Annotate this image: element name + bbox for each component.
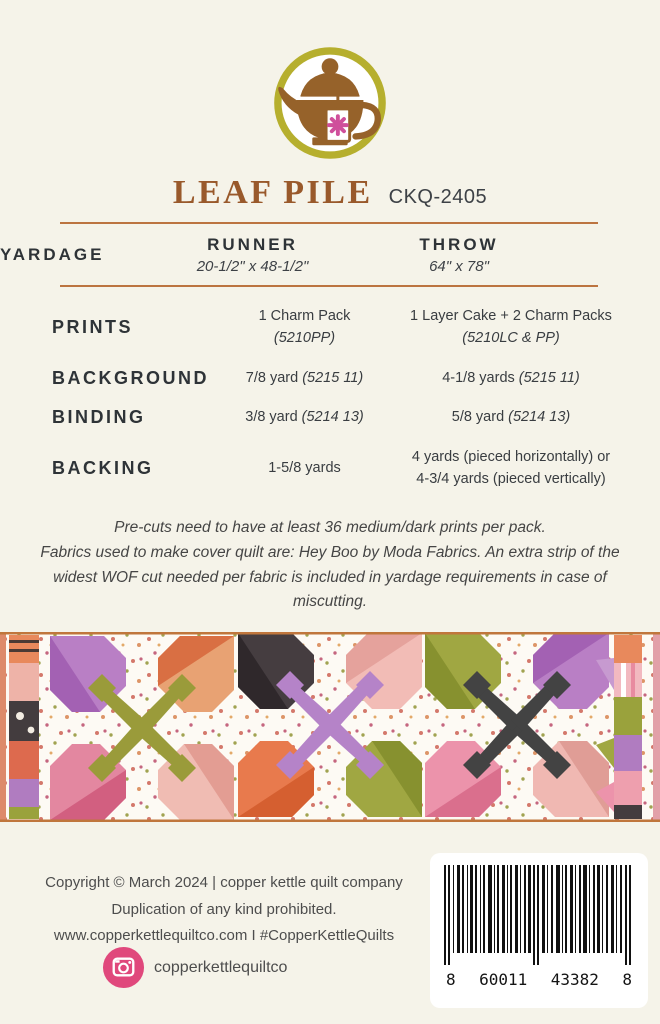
table-row-background: BACKGROUND 7/8 yard (5215 11) 4-1/8 yards (5215 11) bbox=[0, 367, 660, 389]
barcode-digits: 8 60011 43382 8 bbox=[446, 970, 632, 989]
table-row-backing: BACKING 1-5/8 yards 4 yards (pieced horizontally) or 4-3/4 yards (pieced vertically) bbox=[0, 446, 660, 491]
instagram-icon bbox=[102, 946, 145, 989]
table-row-binding: BINDING 3/8 yard (5214 13) 5/8 yard (5214 13) bbox=[0, 406, 660, 428]
table-body bbox=[0, 287, 660, 491]
website-line: www.copperkettlequiltco.com I #CopperKettleQuilts bbox=[53, 927, 395, 945]
barcode-bars bbox=[444, 865, 634, 969]
table-row-prints: PRINTS 1 Charm Pack (5210PP) 1 Layer Cake + 2 Charm Packs (5210LC & PP) bbox=[0, 305, 660, 350]
barcode bbox=[430, 853, 648, 1008]
left-binding bbox=[0, 632, 39, 822]
right-binding bbox=[614, 632, 660, 822]
yardage-table bbox=[0, 222, 660, 508]
teapot-logo-icon bbox=[271, 44, 389, 162]
tea-tag-star-icon bbox=[329, 116, 347, 134]
runner-column-header: RUNNER 20-1/2" x 48-1/2" bbox=[196, 235, 309, 275]
prints-throw-cell: 1 Layer Cake + 2 Charm Packs (5210LC & PP) bbox=[410, 308, 612, 347]
instagram-row bbox=[102, 946, 287, 989]
quilt-runner-photo bbox=[0, 632, 660, 822]
pattern-number: CKQ-2405 bbox=[388, 186, 488, 208]
instagram-handle: copperkettlequiltco bbox=[154, 958, 288, 976]
binding-runner-cell: 3/8 yard (5214 13) bbox=[245, 409, 364, 426]
background-throw-cell: 4-1/8 yards (5215 11) bbox=[442, 369, 580, 386]
background-runner-cell: 7/8 yard (5215 11) bbox=[245, 369, 364, 386]
throw-column-header: THROW 64" x 78" bbox=[419, 235, 499, 275]
prints-runner-cell: 1 Charm Pack (5210PP) bbox=[258, 308, 351, 347]
fabric-note: Pre-cuts need to have at least 36 medium/dark prints per pack. Fabrics used to make cover quilt are: Hey Boo by Moda Fabrics. An extra strip of the widest WOF cut needed per fabric is included in yardage requirements in case of miscutting. bbox=[40, 519, 620, 611]
backing-throw-cell: 4 yards (pieced horizontally) or 4-3/4 yards (pieced vertically) bbox=[411, 448, 611, 488]
duplication-line: Duplication of any kind prohibited. bbox=[111, 900, 337, 918]
copyright-block bbox=[12, 870, 436, 950]
title-row bbox=[0, 174, 660, 212]
yardage-header: YARDAGE bbox=[0, 245, 105, 264]
backing-runner-cell: 1-5/8 yards bbox=[268, 460, 341, 477]
copyright-line: Copyright © March 2024 | copper kettle quilt company bbox=[45, 874, 403, 891]
page-title: LEAF PILE bbox=[172, 174, 373, 211]
table-header-row bbox=[0, 224, 660, 285]
binding-throw-cell: 5/8 yard (5214 13) bbox=[451, 409, 571, 426]
